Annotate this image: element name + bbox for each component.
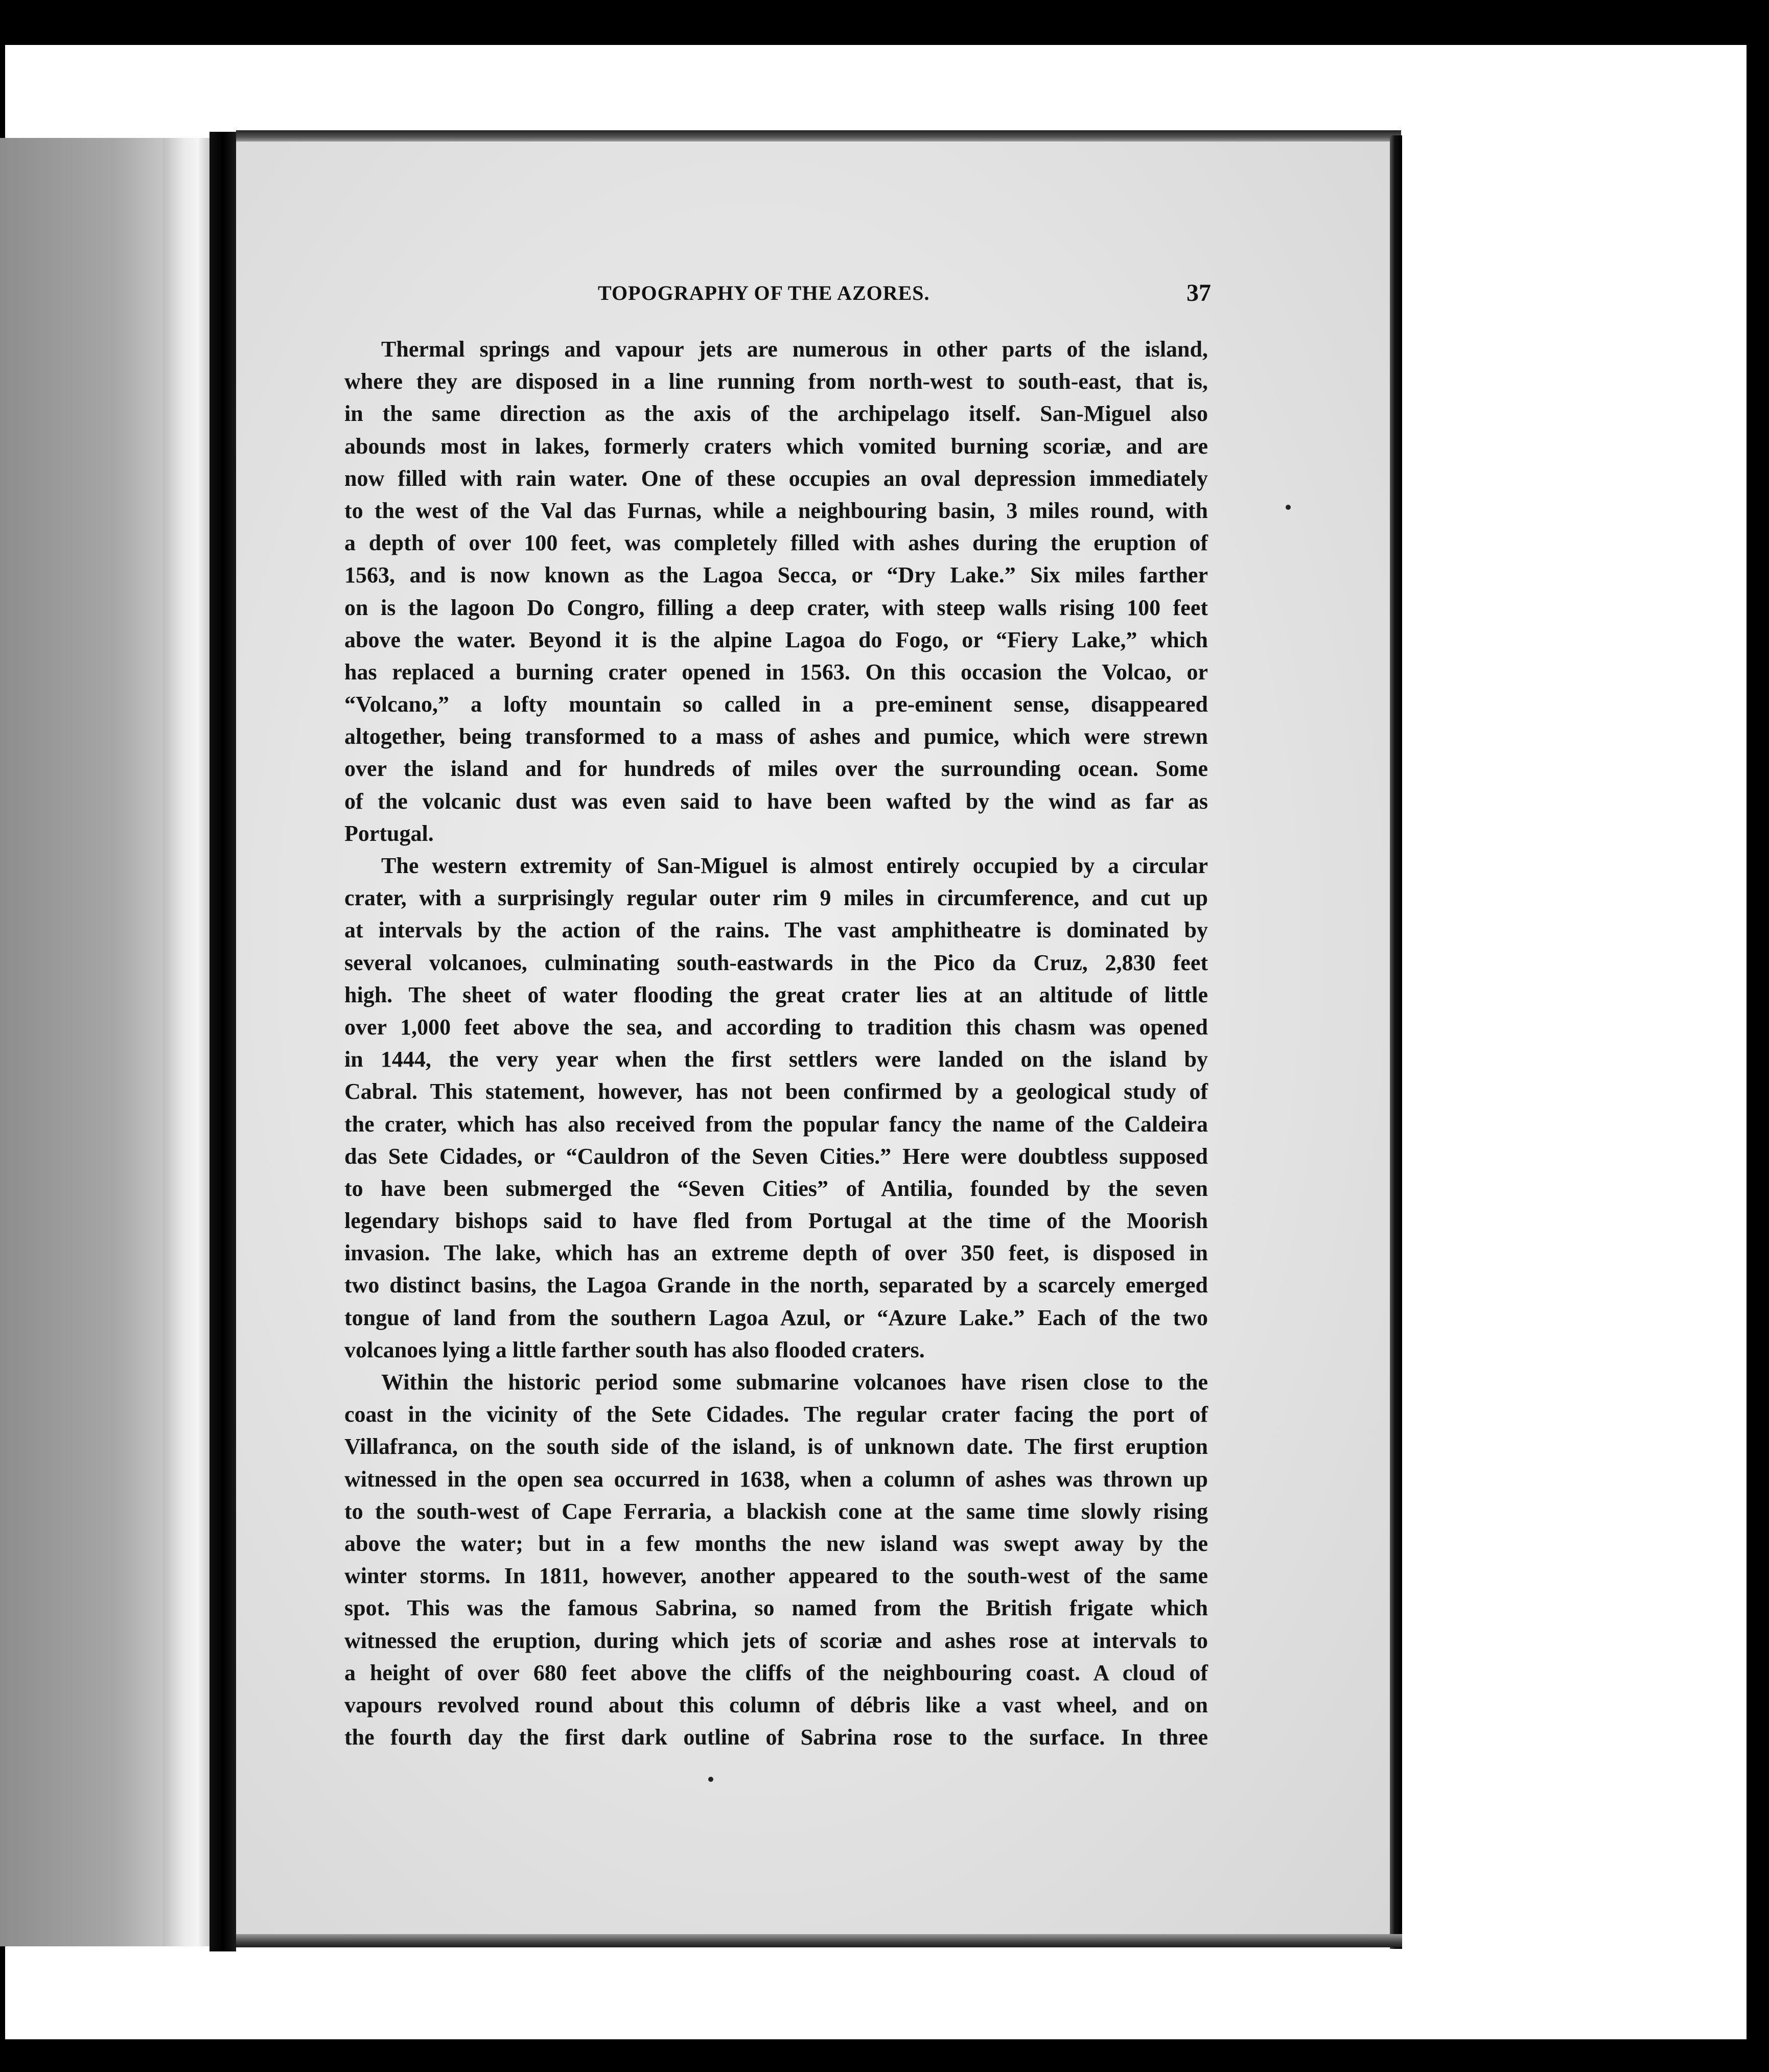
running-head: TOPOGRAPHY OF THE AZORES. — [598, 281, 930, 304]
text-line: the fourth day the first dark outline of Sabrina rose to the surface. In three — [344, 1725, 1208, 1750]
text-line: winter storms. In 1811, however, another appeared to the south-west of the same — [344, 1563, 1208, 1589]
text-line: above the water; but in a few months the new island was swept away by the — [344, 1531, 1208, 1556]
text-line: invasion. The lake, which has an extreme depth of over 350 feet, is disposed in — [344, 1240, 1208, 1266]
text-line: coast in the vicinity of the Sete Cidades. The regular crater facing the port of — [344, 1402, 1208, 1427]
text-line: Thermal springs and vapour jets are numerous in other parts of the island, — [381, 337, 1208, 362]
text-line: high. The sheet of water flooding the great crater lies at an altitude of little — [344, 982, 1208, 1007]
text-line: das Sete Cidades, or “Cauldron of the Seven Cities.” Here were doubtless supposed — [344, 1143, 1208, 1169]
text-line: Cabral. This statement, however, has not been confirmed by a geological study of — [344, 1079, 1208, 1104]
page-number: 37 — [1186, 279, 1211, 307]
text-line: two distinct basins, the Lagoa Grande in the north, separated by a scarcely emerged — [344, 1273, 1208, 1298]
text-line: has replaced a burning crater opened in 1563. On this occasion the Volcao, or — [344, 659, 1208, 685]
text-line: tongue of land from the southern Lagoa Azul, or “Azure Lake.” Each of the two — [344, 1305, 1208, 1330]
text-line: several volcanoes, culminating south-eastwards in the Pico da Cruz, 2,830 feet — [344, 950, 1208, 975]
text-line: over 1,000 feet above the sea, and according to tradition this chasm was opened — [344, 1014, 1208, 1040]
page-shadow-top — [236, 130, 1401, 142]
text-line: above the water. Beyond it is the alpine Lagoa do Fogo, or “Fiery Lake,” which — [344, 627, 1208, 652]
text-line: crater, with a surprisingly regular outer rim 9 miles in circumference, and cut up — [344, 885, 1208, 911]
page-edge-right — [1390, 135, 1402, 1949]
ink-speck — [708, 1777, 713, 1782]
page-shadow-bottom — [236, 1934, 1402, 1947]
book-gutter — [210, 132, 236, 1951]
text-line: abounds most in lakes, formerly craters which vomited burning scoriæ, and are — [344, 433, 1208, 459]
text-line: Within the historic period some submarine volcanoes have risen close to the — [381, 1370, 1208, 1395]
body-text — [344, 333, 1208, 1753]
text-line: altogether, being transformed to a mass of ashes and pumice, which were strewn — [344, 724, 1208, 749]
text-line: in the same direction as the axis of the archipelago itself. San-Miguel also — [344, 401, 1208, 427]
text-line: volcanoes lying a little farther south has also flooded craters. — [344, 1337, 925, 1362]
text-line: The western extremity of San-Miguel is almost entirely occupied by a circular — [381, 853, 1208, 878]
text-line: to have been submerged the “Seven Cities” of Antilia, founded by the seven — [344, 1175, 1208, 1201]
text-line: legendary bishops said to have fled from Portugal at the time of the Moorish — [344, 1208, 1208, 1234]
text-line: a height of over 680 feet above the cliffs of the neighbouring coast. A cloud of — [344, 1660, 1208, 1685]
ink-speck — [1286, 505, 1291, 510]
text-line: Villafranca, on the south side of the island, is of unknown date. The first eruption — [344, 1434, 1208, 1459]
text-line: Portugal. — [344, 820, 434, 846]
text-line: witnessed in the open sea occurred in 1638, when a column of ashes was thrown up — [344, 1466, 1208, 1492]
scan-border-right — [1747, 0, 1769, 2072]
text-line: “Volcano,” a lofty mountain so called in a pre-eminent sense, disappeared — [344, 692, 1208, 717]
text-line: 1563, and is now known as the Lagoa Secca, or “Dry Lake.” Six miles farther — [344, 562, 1208, 588]
text-line: of the volcanic dust was even said to have been wafted by the wind as far as — [344, 788, 1208, 814]
text-line: to the west of the Val das Furnas, while a neighbouring basin, 3 miles round, with — [344, 498, 1208, 523]
text-line: at intervals by the action of the rains. The vast amphitheatre is dominated by — [344, 917, 1208, 943]
text-line: on is the lagoon Do Congro, filling a deep crater, with steep walls rising 100 feet — [344, 595, 1208, 620]
text-line: the crater, which has also received from the popular fancy the name of the Caldeira — [344, 1111, 1208, 1137]
scan-border-top — [0, 0, 1769, 45]
text-line: in 1444, the very year when the first settlers were landed on the island by — [344, 1047, 1208, 1072]
text-line: to the south-west of Cape Ferraria, a blackish cone at the same time slowly rising — [344, 1498, 1208, 1524]
text-line: witnessed the eruption, during which jets of scoriæ and ashes rose at intervals to — [344, 1628, 1208, 1653]
text-line: a depth of over 100 feet, was completely filled with ashes during the eruption of — [344, 530, 1208, 556]
text-line: now filled with rain water. One of these occupies an oval depression immediately — [344, 465, 1208, 491]
left-page-edge — [162, 138, 210, 1946]
text-line: where they are disposed in a line running from north-west to south-east, that is, — [344, 369, 1208, 394]
text-line: spot. This was the famous Sabrina, so named from the British frigate which — [344, 1595, 1208, 1621]
text-line: vapours revolved round about this column of débris like a vast wheel, and on — [344, 1692, 1208, 1717]
scan-border-bottom — [0, 2039, 1769, 2072]
text-line: over the island and for hundreds of miles over the surrounding ocean. Some — [344, 756, 1208, 782]
